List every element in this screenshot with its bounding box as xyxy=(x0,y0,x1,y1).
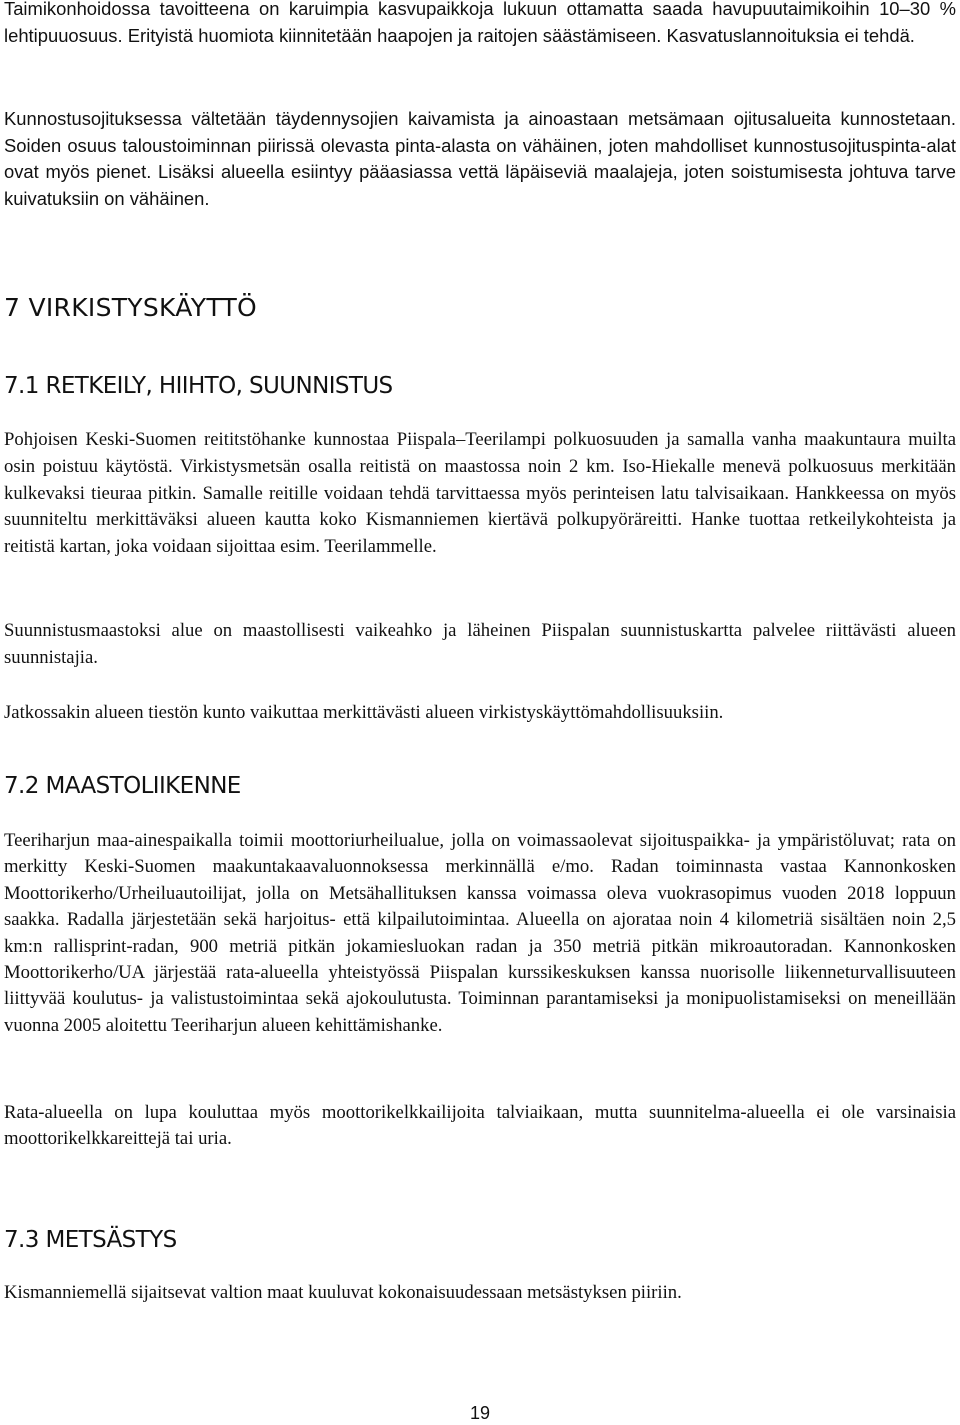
section-heading-hunting: 7.3 METSÄSTYS xyxy=(4,1227,177,1253)
paragraph-motorsport-area: Teeriharjun maa-ainespaikalla toimii moottoriurheilualue, jolla on voimassaolevat sijoituspaikka- ja ympäristöluvat; rata on merkitty Keski-Suomen maakuntakaavaluonnoksessa merkinnällä e/mo. Radan toiminnasta vastaa Kannonkosken Moottorikerho/Urheiluautoilijat, jolla on Metsähallituksen kanssa voimassa oleva vuokrasopimus vuoden 2018 loppuun saakka. Radalla järjestetään sekä harjoitus- että kilpailutoimintaa. Alueella on ajorataa noin 4 kilometriä sisältäen noin 2,5 km:n rallisprint-radan, 900 metriä pitkän jokamiesluokan radan ja 350 metriä pitkän mikroautoradan. Kannonkosken Moottorikerho/UA järjestää rata-alueella yhteistyössä Piispalan kurssikeskuksen kanssa nuorisolle liikenneturvallisuuteen liittyvää koulutus- ja valistustoimintaa sekä ajokoulutusta. Toiminnan parantamiseksi ja monipuolistamiseksi on meneillään vuonna 2005 aloitettu Teeriharjun alueen kehittämishanke. xyxy=(4,830,956,1036)
paragraph-drainage: Kunnostusojituksessa vältetään täydennysojien kaivamista ja ainoastaan metsämaan ojitusalueita kunnostetaan. Soiden osuus taloustoiminnan piirissä olevasta pinta-alasta on vähäinen, joten mahdolliset kunnostusojituspinta-alat ovat myös pienet. Lisäksi alueella esiintyy pääasiassa vettä läpäiseviä maalajeja, joten soistumisesta johtuva tarve kuivatuksiin on vähäinen. xyxy=(4,108,956,209)
paragraph-orienteering: Suunnistusmaastoksi alue on maastollisesti vaikeahko ja läheinen Piispalan suunnistuskartta palvelee riittävästi alueen suunnistajia. xyxy=(4,620,956,668)
page-number: 19 xyxy=(469,1403,491,1423)
chapter-heading: 7 VIRKISTYSKÄYTTÖ xyxy=(4,293,258,322)
paragraph-hunting: Kismanniemellä sijaitsevat valtion maat kuuluvat kokonaisuudessaan metsästyksen piiriin. xyxy=(4,1282,682,1303)
paragraph-silviculture: Taimikonhoidossa tavoitteena on karuimpia kasvupaikkoja lukuun ottamatta saada havupuutaimikoihin 10–30 % lehtipuuosuus. Erityistä huomiota kiinnitetään haapojen ja raitojen säästämiseen. Kasvatuslannoituksia ei tehdä. xyxy=(4,0,956,46)
section-heading-offroad: 7.2 MAASTOLIIKENNE xyxy=(4,773,241,799)
section-heading-hiking: 7.1 RETKEILY, HIIHTO, SUUNNISTUS xyxy=(4,373,393,399)
paragraph-hiking-routes: Pohjoisen Keski-Suomen reititstöhanke kunnostaa Piispala–Teerilampi polkuosuuden ja samalla vanha maakuntaura muilta osin poistuu käytöstä. Virkistysmetsän osalla reitistä on maastossa noin 2 km. Iso-Hiekalle menevä polkuosuus merkitään kulkevaksi tieuraa pitkin. Samalle reitille voidaan tehdä tarvittaessa myös perinteisen latu talvisaikaan. Hankkeessa on myös suunniteltu merkittäväksi alueen kautta koko Kismanniemen kiertävä polkupyöräreitti. Hanke tuottaa retkeilykohteista ja reitistä kartan, joka voidaan sijoittaa esim. Teerilammelle. xyxy=(4,429,956,558)
paragraph-snowmobile: Rata-alueella on lupa kouluttaa myös moottorikelkkailijoita talviaikaan, mutta suunnitelma-alueella ei ole varsinaisia moottorikelkkareittejä tai uria. xyxy=(4,1102,956,1150)
paragraph-road-condition: Jatkossakin alueen tiestön kunto vaikuttaa merkittävästi alueen virkistyskäyttömahdollisuuksiin. xyxy=(4,702,724,723)
